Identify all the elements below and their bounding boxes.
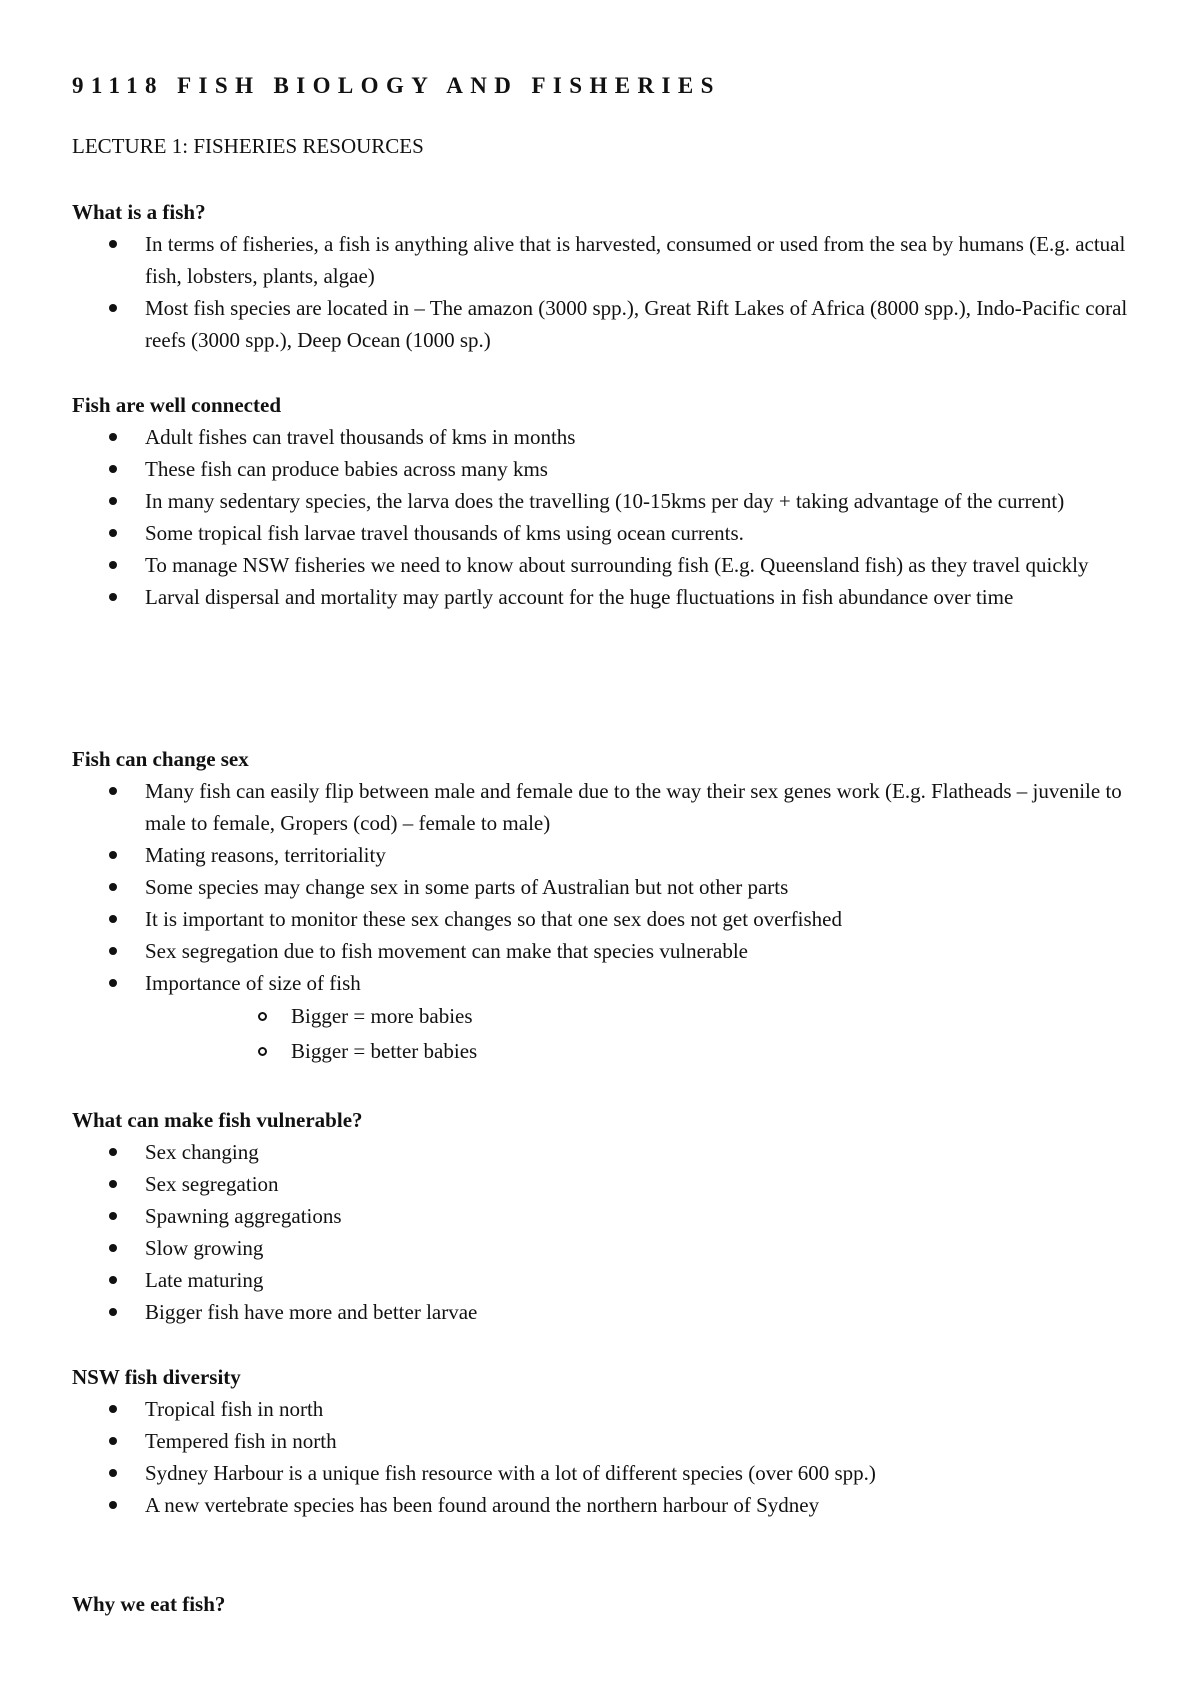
bullet-icon (109, 304, 117, 312)
bullet-icon (109, 529, 117, 537)
list-item-text: A new vertebrate species has been found around the northern harbour of Sydney (145, 1493, 820, 1517)
sub-list-item (145, 1034, 1142, 1069)
list-item-text: Some species may change sex in some parts of Australian but not other parts (145, 875, 789, 899)
section-why-we-eat-fish (72, 1588, 1142, 1620)
bullet-icon (109, 1276, 117, 1284)
sub-bullet-list (145, 999, 1142, 1069)
bullet-icon (109, 240, 117, 248)
list-item-text: Adult fishes can travel thousands of kms in months (145, 425, 576, 449)
section-heading: Fish can change sex (72, 747, 249, 771)
bullet-list (72, 421, 1142, 613)
bullet-icon (109, 1405, 117, 1413)
list-item-text: Many fish can easily flip between male and female due to the way their sex genes work (E.g. Flatheads – juvenile to male to female, Gropers (cod) – female to male) (145, 779, 1122, 835)
bullet-list (72, 1393, 1142, 1521)
bullet-icon (109, 1212, 117, 1220)
list-item-text: In many sedentary species, the larva does the travelling (10-15kms per day + taking advantage of the current) (145, 489, 1065, 513)
bullet-icon (109, 593, 117, 601)
bullet-icon (109, 851, 117, 859)
bullet-icon (109, 1180, 117, 1188)
bullet-icon (109, 433, 117, 441)
bullet-list (72, 1136, 1142, 1328)
list-item (72, 903, 1142, 935)
section-what-is-a-fish (72, 196, 1142, 356)
document-title: 91118 FISH BIOLOGY AND FISHERIES (72, 73, 721, 98)
list-item (72, 1457, 1142, 1489)
bullet-icon (109, 561, 117, 569)
list-item-text: These fish can produce babies across many kms (145, 457, 548, 481)
bullet-icon (109, 883, 117, 891)
list-item (72, 775, 1142, 839)
bullet-list (72, 228, 1142, 356)
list-item (72, 228, 1142, 292)
list-item (72, 1136, 1142, 1168)
list-item-text: Tropical fish in north (145, 1397, 324, 1421)
bullet-icon (109, 1501, 117, 1509)
list-item (72, 581, 1142, 613)
section-fish-can-change-sex (72, 743, 1142, 1069)
list-item (72, 485, 1142, 517)
bullet-icon (109, 497, 117, 505)
list-item (72, 967, 1142, 1069)
sub-list-item-text: Bigger = better babies (291, 1039, 478, 1063)
section-nsw-fish-diversity (72, 1361, 1142, 1521)
bullet-icon (109, 1244, 117, 1252)
list-item-text: Tempered fish in north (145, 1429, 337, 1453)
list-item-text: To manage NSW fisheries we need to know about surrounding fish (E.g. Queensland fish) as they travel quickly (145, 553, 1089, 577)
section-what-makes-fish-vulnerable (72, 1104, 1142, 1328)
list-item (72, 1296, 1142, 1328)
list-item-text: Sex changing (145, 1140, 259, 1164)
bullet-icon (109, 915, 117, 923)
list-item-text: Slow growing (145, 1236, 264, 1260)
list-item (72, 1489, 1142, 1521)
list-item-text: Spawning aggregations (145, 1204, 342, 1228)
bullet-icon (109, 1308, 117, 1316)
list-item (72, 839, 1142, 871)
list-item (72, 871, 1142, 903)
hollow-bullet-icon (258, 1047, 267, 1056)
section-heading: What can make fish vulnerable? (72, 1108, 363, 1132)
section-heading: Fish are well connected (72, 393, 281, 417)
section-heading: Why we eat fish? (72, 1592, 226, 1616)
bullet-icon (109, 1469, 117, 1477)
list-item (72, 453, 1142, 485)
list-item-text: In terms of fisheries, a fish is anything alive that is harvested, consumed or used from the sea by humans (E.g. actual fish, lobsters, plants, algae) (145, 232, 1126, 288)
sub-list-item (145, 999, 1142, 1034)
section-heading: NSW fish diversity (72, 1365, 241, 1389)
hollow-bullet-icon (258, 1012, 267, 1021)
bullet-icon (109, 787, 117, 795)
list-item (72, 1264, 1142, 1296)
list-item-text: Mating reasons, territoriality (145, 843, 386, 867)
list-item (72, 549, 1142, 581)
list-item (72, 1232, 1142, 1264)
bullet-icon (109, 465, 117, 473)
list-item (72, 1425, 1142, 1457)
bullet-icon (109, 979, 117, 987)
list-item-text: Importance of size of fish (145, 971, 361, 995)
list-item (72, 1393, 1142, 1425)
list-item-text: Sex segregation (145, 1172, 279, 1196)
list-item (72, 1168, 1142, 1200)
bullet-icon (109, 1437, 117, 1445)
list-item-text: Larval dispersal and mortality may partly account for the huge fluctuations in fish abundance over time (145, 585, 1014, 609)
list-item (72, 935, 1142, 967)
list-item (72, 517, 1142, 549)
bullet-icon (109, 1148, 117, 1156)
list-item-text: Most fish species are located in – The amazon (3000 spp.), Great Rift Lakes of Africa (8000 spp.), Indo-Pacific coral reefs (3000 spp.), Deep Ocean (1000 sp.) (145, 296, 1128, 352)
bullet-icon (109, 947, 117, 955)
list-item-text: Sex segregation due to fish movement can make that species vulnerable (145, 939, 748, 963)
section-heading: What is a fish? (72, 200, 206, 224)
list-item (72, 292, 1142, 356)
list-item-text: It is important to monitor these sex changes so that one sex does not get overfished (145, 907, 842, 931)
list-item (72, 421, 1142, 453)
list-item-text: Some tropical fish larvae travel thousands of kms using ocean currents. (145, 521, 744, 545)
list-item-text: Sydney Harbour is a unique fish resource with a lot of different species (over 600 spp.) (145, 1461, 876, 1485)
list-item-text: Bigger fish have more and better larvae (145, 1300, 478, 1324)
sub-list-item-text: Bigger = more babies (291, 1004, 473, 1028)
bullet-list (72, 775, 1142, 1069)
section-fish-are-well-connected (72, 389, 1142, 613)
list-item-text: Late maturing (145, 1268, 264, 1292)
lecture-title: LECTURE 1: FISHERIES RESOURCES (72, 134, 424, 158)
list-item (72, 1200, 1142, 1232)
